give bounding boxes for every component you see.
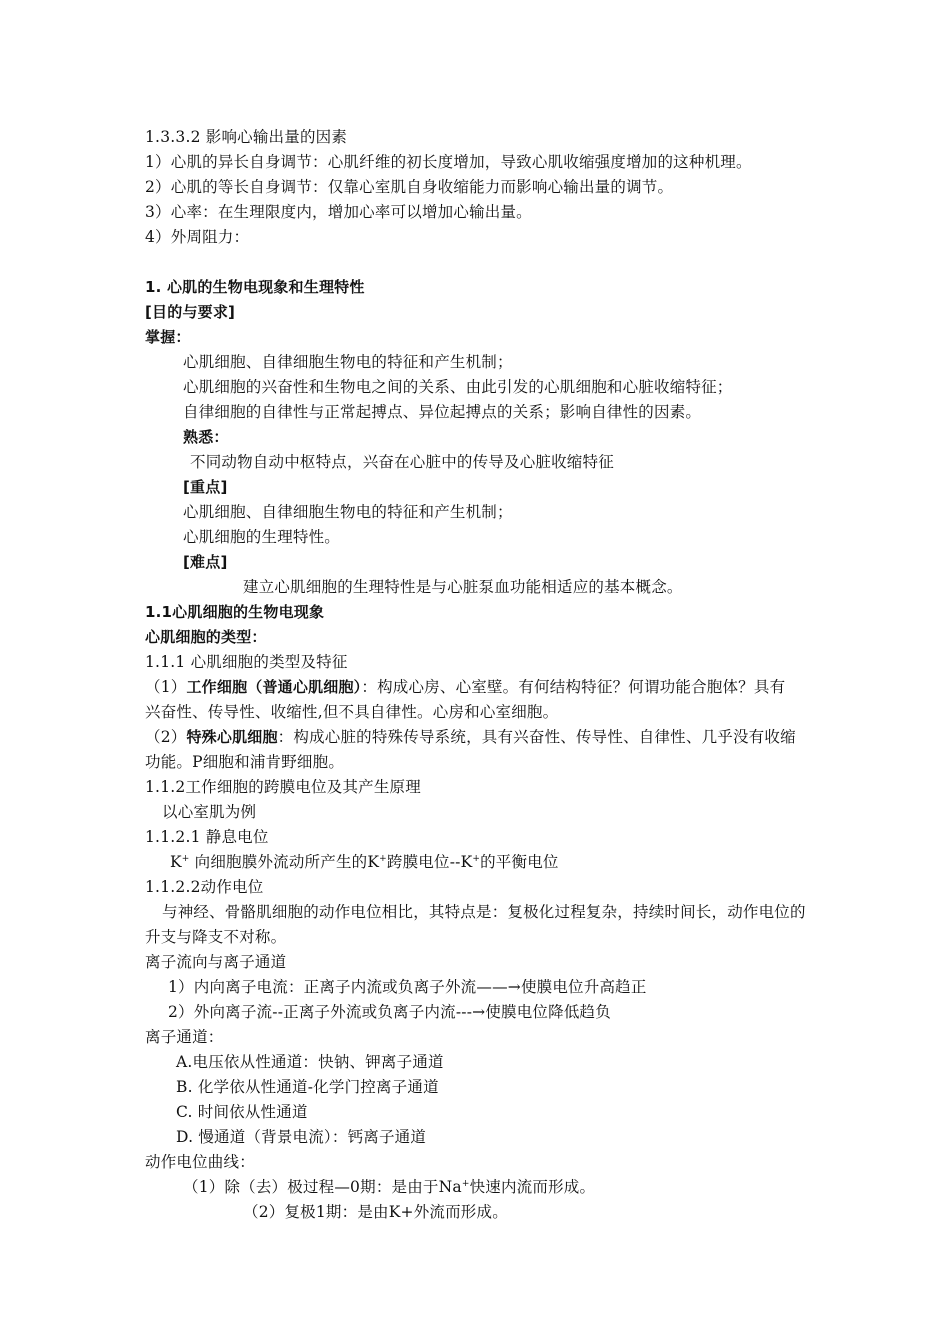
master-item-3: 自律细胞的自律性与正常起搏点、异位起搏点的关系；影响自律性的因素。	[183, 403, 702, 421]
type-1-description-a: ：构成心房、心室壁。有何结构特征？何谓功能合胞体？具有	[361, 678, 786, 696]
outward-current-line: 2）外向离子流--正离子外流或负离子内流---→使膜电位降低趋负	[168, 1003, 611, 1021]
type-1-line-1	[145, 677, 785, 697]
inward-current-line: 1）内向离子电流：正离子内流或负离子外流——→使膜电位升高趋正	[168, 978, 647, 996]
phase-0-text-a: （1）除（去）极过程—0期：是由于Na	[183, 1178, 462, 1196]
section-1-1-2-1-heading: 1.1.2.1 静息电位	[145, 828, 269, 846]
goals-heading: [目的与要求]	[145, 303, 236, 321]
phase-0-text-b: 快速内流而形成。	[469, 1178, 596, 1196]
type-1-term: 工作细胞（普通心肌细胞）	[186, 678, 362, 696]
section-1-1-heading: 1.1心肌细胞的生物电现象	[145, 603, 325, 621]
superscript-plus: +	[379, 853, 387, 864]
superscript-plus: +	[472, 853, 481, 864]
chapter-title: 1. 心肌的生物电现象和生理特性	[145, 278, 365, 296]
resting-text-b: 跨膜电位--K	[386, 853, 473, 871]
type-2-description-b: 功能。P细胞和浦肯野细胞。	[145, 753, 345, 771]
ion-channel-heading: 离子通道：	[145, 1028, 224, 1046]
superscript-plus: +	[181, 853, 190, 864]
channel-item-c: C. 时间依从性通道	[176, 1103, 308, 1121]
type-1-prefix: （1）	[145, 678, 187, 696]
ap-phase-1-line: （2）复极1期：是由K+外流而形成。	[243, 1203, 508, 1221]
resting-potential-line	[170, 852, 559, 872]
master-item-2: 心肌细胞的兴奋性和生物电之间的关系、由此引发的心肌细胞和心脏收缩特征；	[183, 378, 733, 396]
master-item-1: 心肌细胞、自律细胞生物电的特征和产生机制；	[183, 353, 513, 371]
action-potential-text-b: 升支与降支不对称。	[145, 928, 287, 946]
section-1-1-2-2-heading: 1.1.2.2动作电位	[145, 878, 264, 896]
section-1-1-1-heading: 1.1.1 心肌细胞的类型及特征	[145, 653, 348, 671]
key-points-heading: [重点]	[183, 478, 228, 496]
type-2-term: 特殊心肌细胞	[186, 728, 278, 746]
example-line: 以心室肌为例	[162, 803, 257, 821]
key-point-1: 心肌细胞、自律细胞生物电的特征和产生机制；	[183, 503, 513, 521]
master-heading: 掌握：	[145, 328, 191, 346]
ion-flow-heading: 离子流向与离子通道	[145, 953, 287, 971]
type-1-description-b: 兴奋性、传导性、收缩性,但不具自律性。心房和心室细胞。	[145, 703, 559, 721]
section-1-3-3-2-heading: 1.3.3.2 影响心输出量的因素	[145, 128, 348, 146]
ap-curve-heading: 动作电位曲线：	[145, 1153, 255, 1171]
factor-item-4: 4）外周阻力：	[145, 228, 250, 246]
channel-item-b: B. 化学依从性通道-化学门控离子通道	[176, 1078, 439, 1096]
ap-phase-0-line	[183, 1177, 595, 1197]
familiar-item-1: 不同动物自动中枢特点，兴奋在心脏中的传导及心脏收缩特征	[190, 453, 614, 471]
difficult-point-1: 建立心肌细胞的生理特性是与心脏泵血功能相适应的基本概念。	[243, 578, 683, 596]
channel-item-d: D. 慢通道（背景电流）：钙离子通道	[176, 1128, 427, 1146]
familiar-heading: 熟悉：	[183, 428, 229, 446]
resting-text-a: 向细胞膜外流动所产生的K	[189, 853, 380, 871]
type-2-line-1	[145, 727, 796, 747]
potassium-symbol: K	[170, 853, 182, 871]
key-point-2: 心肌细胞的生理特性。	[183, 528, 341, 546]
factor-item-1: 1）心肌的异长自身调节：心肌纤维的初长度增加，导致心肌收缩强度增加的这种机理。	[145, 153, 752, 171]
action-potential-text-a: 与神经、骨骼肌细胞的动作电位相比，其特点是：复极化过程复杂，持续时间长，动作电位的	[162, 903, 806, 921]
superscript-plus: +	[461, 1178, 470, 1189]
factor-item-2: 2）心肌的等长自身调节：仅靠心室肌自身收缩能力而影响心输出量的调节。	[145, 178, 674, 196]
type-2-description-a: ：构成心脏的特殊传导系统，具有兴奋性、传导性、自律性、几乎没有收缩	[277, 728, 796, 746]
type-2-prefix: （2）	[145, 728, 187, 746]
resting-text-c: 的平衡电位	[480, 853, 559, 871]
difficult-points-heading: [难点]	[183, 553, 228, 571]
cell-types-heading: 心肌细胞的类型：	[145, 628, 267, 646]
channel-item-a: A.电压依从性通道：快钠、钾离子通道	[176, 1053, 444, 1071]
factor-item-3: 3）心率：在生理限度内，增加心率可以增加心输出量。	[145, 203, 532, 221]
section-1-1-2-heading: 1.1.2工作细胞的跨膜电位及其产生原理	[145, 778, 421, 796]
